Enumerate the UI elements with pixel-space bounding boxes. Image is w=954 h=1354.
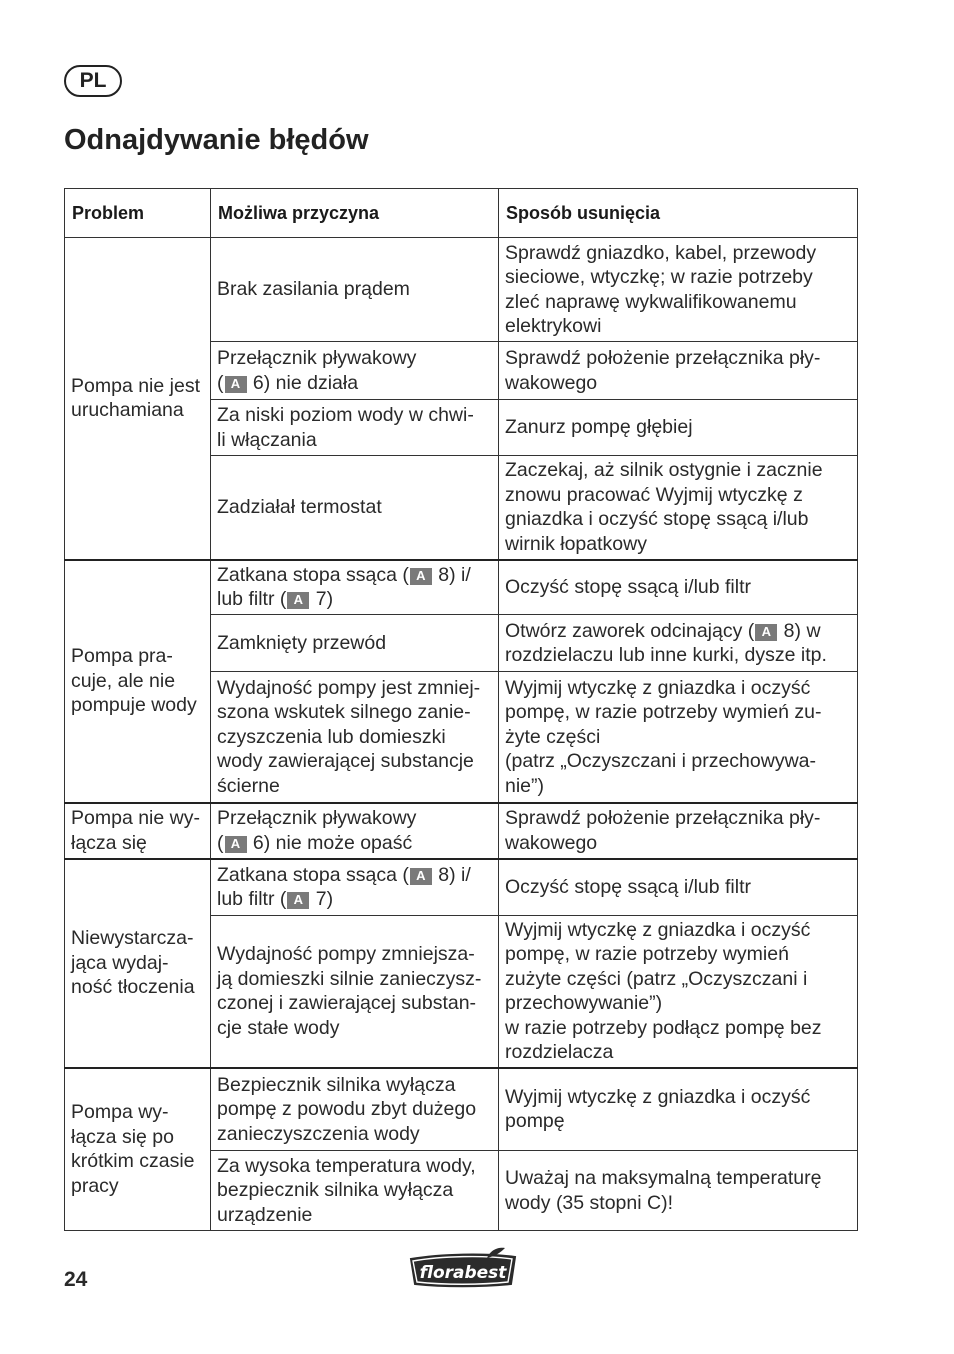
remedy-cell: Sprawdź gniazdko, kabel, przewody sieciowe, wtyczkę; w razie potrzeby zleć naprawę wykwalifikowanemu elektrykowi xyxy=(499,238,858,342)
table-row xyxy=(65,803,858,859)
figure-ref-badge: A xyxy=(287,592,309,609)
problem-cell: Niewystarcza- jąca wydaj- ność tłoczenia xyxy=(65,859,211,1068)
remedy-cell: Uważaj na maksymalną temperaturę wody (35 stopni C)! xyxy=(499,1151,858,1231)
cause-cell: Brak zasilania prądem xyxy=(211,238,499,342)
figure-ref-badge: A xyxy=(225,376,247,393)
language-badge: PL xyxy=(64,65,122,97)
remedy-cell: Sprawdź położenie przełącznika pły- wakowego xyxy=(499,803,858,859)
page-number: 24 xyxy=(64,1268,88,1291)
remedy-cell: Wyjmij wtyczkę z gniazdka i oczyść pompę xyxy=(499,1068,858,1151)
brand-wordmark: florabest xyxy=(419,1263,507,1283)
cause-cell: Zatkana stopa ssąca ( A 8) i/ lub filtr ( A 7) xyxy=(211,560,499,615)
problem-cell: Pompa nie wy- łącza się xyxy=(65,803,211,859)
header-cause: Możliwa przyczyna xyxy=(211,189,499,238)
table-row xyxy=(65,1068,858,1151)
problem-cell: Pompa pra- cuje, ale nie pompuje wody xyxy=(65,560,211,803)
cause-cell: Za wysoka temperatura wody, bezpiecznik silnika wyłącza urządzenie xyxy=(211,1151,499,1231)
table-body xyxy=(65,238,858,1231)
cause-cell: Zatkana stopa ssąca ( A 8) i/ lub filtr ( A 7) xyxy=(211,859,499,916)
remedy-cell: Zaczekaj, aż silnik ostygnie i zacznie znowu pracować Wyjmij wtyczkę z gniazdka i oczyść stopę ssącą i/lub wirnik łopatkowy xyxy=(499,456,858,560)
florabest-logo xyxy=(407,1246,519,1288)
problem-cell: Pompa nie jest uruchamiana xyxy=(65,238,211,560)
figure-ref-badge: A xyxy=(225,836,247,853)
problem-cell: Pompa wy- łącza się po krótkim czasie pracy xyxy=(65,1068,211,1231)
remedy-cell: Otwórz zaworek odcinający ( A 8) w rozdzielaczu lub inne kurki, dysze itp. xyxy=(499,615,858,672)
cause-cell: Bezpiecznik silnika wyłącza pompę z powodu zbyt dużego zanieczyszczenia wody xyxy=(211,1068,499,1151)
cause-cell: Za niski poziom wody w chwi- li włączania xyxy=(211,400,499,456)
page-title: Odnajdywanie błędów xyxy=(64,124,369,156)
figure-ref-badge: A xyxy=(410,568,432,585)
remedy-cell: Wyjmij wtyczkę z gniazdka i oczyść pompę, w razie potrzeby wymień zużyte części (patrz „Oczyszczani i przechowywanie”) w razie potrzeby podłącz pompę bez rozdzielacza xyxy=(499,916,858,1068)
header-remedy: Sposób usunięcia xyxy=(499,189,858,238)
cause-cell: Wydajność pompy jest zmniej- szona wskutek silnego zanie- czyszczenia lub domieszki wody zawierającej substancje ścierne xyxy=(211,672,499,803)
remedy-cell: Sprawdź położenie przełącznika pły- wakowego xyxy=(499,342,858,400)
remedy-cell: Oczyść stopę ssącą i/lub filtr xyxy=(499,560,858,615)
remedy-cell: Oczyść stopę ssącą i/lub filtr xyxy=(499,859,858,916)
cause-cell: Zadziałał termostat xyxy=(211,456,499,560)
header-problem: Problem xyxy=(65,189,211,238)
remedy-cell: Wyjmij wtyczkę z gniazdka i oczyść pompę, w razie potrzeby wymień zu- żyte części (patrz „Oczyszczani i przechowywa- nie”) xyxy=(499,672,858,803)
troubleshooting-table xyxy=(64,188,858,1231)
table-row xyxy=(65,859,858,916)
table-row xyxy=(65,560,858,615)
table-row xyxy=(65,238,858,342)
cause-cell: Zamknięty przewód xyxy=(211,615,499,672)
remedy-cell: Zanurz pompę głębiej xyxy=(499,400,858,456)
figure-ref-badge: A xyxy=(287,892,309,909)
cause-cell: Wydajność pompy zmniejsza- ją domieszki silnie zanieczysz- czonej i zawierającej substan- cje stałe wody xyxy=(211,916,499,1068)
cause-cell: Przełącznik pływakowy ( A 6) nie może opaść xyxy=(211,803,499,859)
header-row xyxy=(65,189,858,238)
cause-cell: Przełącznik pływakowy ( A 6) nie działa xyxy=(211,342,499,400)
figure-ref-badge: A xyxy=(410,868,432,885)
figure-ref-badge: A xyxy=(755,624,777,641)
